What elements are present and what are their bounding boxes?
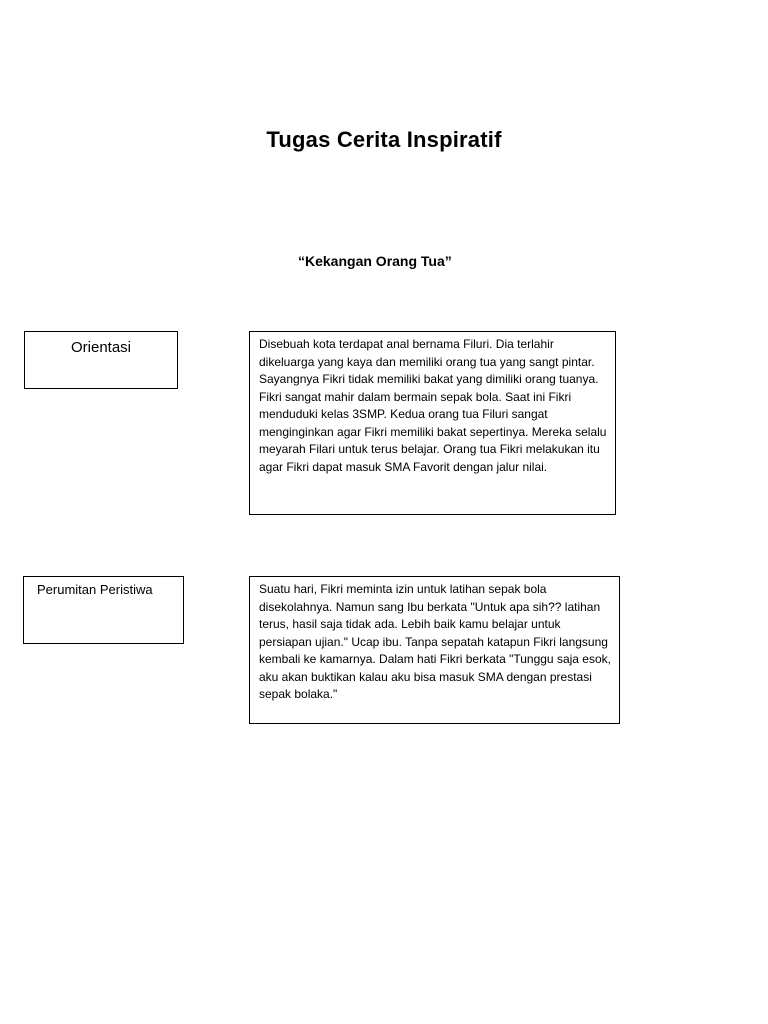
- komplikasi-text-box: Suatu hari, Fikri meminta izin untuk latihan sepak bola disekolahnya. Namun sang Ibu berkata "Untuk apa sih?? latihan terus, hasil saja tidak ada. Lebih baik kamu belajar untuk persiapan ujian." Ucap ibu. Tanpa sepatah katapun Fikri langsung kembali ke kamarnya. Dalam hati Fikri berkata "Tunggu saja esok, aku akan buktikan kalau aku bisa masuk SMA dengan prestasi sepak bolaka.": [249, 576, 620, 724]
- story-title: “Kekangan Orang Tua”: [298, 253, 452, 269]
- orientasi-label: Orientasi: [70, 339, 132, 356]
- document-title: Tugas Cerita Inspiratif: [266, 127, 502, 152]
- orientasi-text-box: Disebuah kota terdapat anal bernama Filuri. Dia terlahir dikeluarga yang kaya dan memiliki orang tua yang sangt pintar. Sayangnya Fikri tidak memiliki bakat yang dimiliki orang tuanya. Fikri sangat mahir dalam bermain sepak bola. Saat ini Fikri menduduki kelas 3SMP. Kedua orang tua Filuri sangat menginginkan agar Fikri memiliki bakat sepertinya. Mereka selalu meyarah Filari untuk terus belajar. Orang tua Fikri melakukan itu agar Fikri dapat masuk SMA Favorit dengan jalur nilai.: [249, 331, 616, 515]
- komplikasi-label: Perumitan Peristiwa: [37, 582, 153, 597]
- komplikasi-label-box: [23, 576, 184, 644]
- orientasi-label-box: [24, 331, 178, 389]
